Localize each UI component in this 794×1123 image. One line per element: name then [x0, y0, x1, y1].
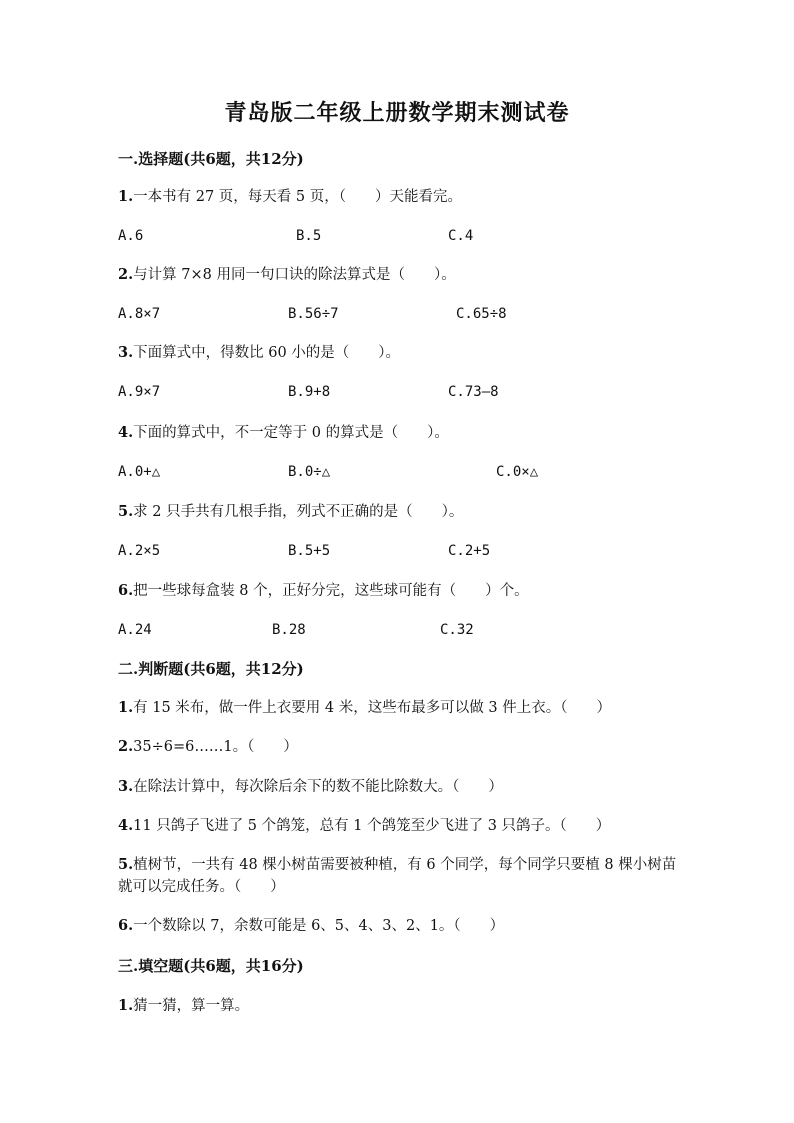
section-heading-fill-in: 三.填空题(共6题，共16分): [118, 957, 304, 975]
question-number: 3.: [118, 344, 134, 361]
section-heading-choice: 一.选择题(共6题，共12分): [118, 150, 304, 168]
choice-question-1: [118, 186, 462, 208]
question-number: 5.: [118, 856, 134, 873]
option-a: A.0+△: [118, 464, 161, 480]
question-number: 1.: [118, 997, 134, 1014]
option-b: B.5: [296, 228, 322, 244]
question-text: 在除法计算中，每次除后余下的数不能比除数大。（ ）: [133, 779, 503, 795]
option-c: C.4: [448, 228, 474, 244]
question-text: 求 2 只手共有几根手指，列式不正确的是（ ）。: [133, 504, 464, 520]
judgment-question-4: [118, 815, 610, 837]
option-a: A.2×5: [118, 543, 161, 559]
option-a: A.6: [118, 228, 144, 244]
question-number: 4.: [118, 817, 134, 834]
option-c: C.0×△: [496, 464, 539, 480]
question-text: 下面的算式中，不一定等于 0 的算式是（ ）。: [133, 425, 449, 441]
question-text: 一本书有 27 页，每天看 5 页，（ ）天能看完。: [133, 189, 463, 205]
option-b: B.28: [272, 622, 306, 638]
section-heading-judgment: 二.判断题(共6题，共12分): [118, 660, 304, 678]
question-number: 1.: [118, 699, 134, 716]
option-c: C.73—8: [448, 384, 499, 400]
option-b: B.5+5: [288, 543, 331, 559]
option-b: B.0÷△: [288, 464, 331, 480]
choice-question-3: [118, 342, 400, 364]
option-b: B.9+8: [288, 384, 331, 400]
question-number: 2.: [118, 266, 134, 283]
option-b: B.56÷7: [288, 306, 339, 322]
judgment-question-6: [118, 915, 504, 937]
choice-question-2: [118, 264, 456, 286]
question-number: 6.: [118, 582, 134, 599]
question-text: 把一些球每盒装 8 个，正好分完，这些球可能有（ ）个。: [133, 583, 529, 599]
question-number: 3.: [118, 778, 134, 795]
question-number: 1.: [118, 188, 134, 205]
option-c: C.65÷8: [456, 306, 507, 322]
page-title: 青岛版二年级上册数学期末测试卷: [224, 100, 570, 126]
option-a: A.9×7: [118, 384, 161, 400]
question-text: 35÷6=6……1。（ ）: [133, 739, 298, 755]
option-c: C.32: [440, 622, 474, 638]
question-text: 下面算式中，得数比 60 小的是（ ）。: [133, 345, 401, 361]
question-text: 植树节，一共有 48 棵小树苗需要被种植，有 6 个同学，每个同学只要植 8 棵小树苗就可以完成任务。（ ）: [118, 857, 677, 895]
option-a: A.24: [118, 622, 152, 638]
option-c: C.2+5: [448, 543, 491, 559]
option-a: A.8×7: [118, 306, 161, 322]
question-number: 6.: [118, 917, 134, 934]
choice-question-4: [118, 422, 449, 444]
judgment-question-1: [118, 697, 611, 719]
judgment-question-3: [118, 776, 503, 798]
question-number: 2.: [118, 738, 134, 755]
question-text: 与计算 7×8 用同一句口诀的除法算式是（ ）。: [133, 267, 456, 283]
fill-in-question-1: [118, 995, 249, 1017]
judgment-question-5: [118, 854, 688, 898]
choice-question-5: [118, 501, 463, 523]
choice-question-6: [118, 580, 529, 602]
judgment-question-2: [118, 736, 298, 758]
question-text: 11 只鸽子飞进了 5 个鸽笼，总有 1 个鸽笼至少飞进了 3 只鸽子。（ ）: [133, 818, 611, 834]
question-number: 4.: [118, 424, 134, 441]
question-number: 5.: [118, 503, 134, 520]
question-text: 猜一猜，算一算。: [133, 998, 250, 1014]
question-text: 一个数除以 7，余数可能是 6、5、4、3、2、1。（ ）: [133, 918, 505, 934]
question-text: 有 15 米布，做一件上衣要用 4 米，这些布最多可以做 3 件上衣。（ ）: [133, 700, 611, 716]
